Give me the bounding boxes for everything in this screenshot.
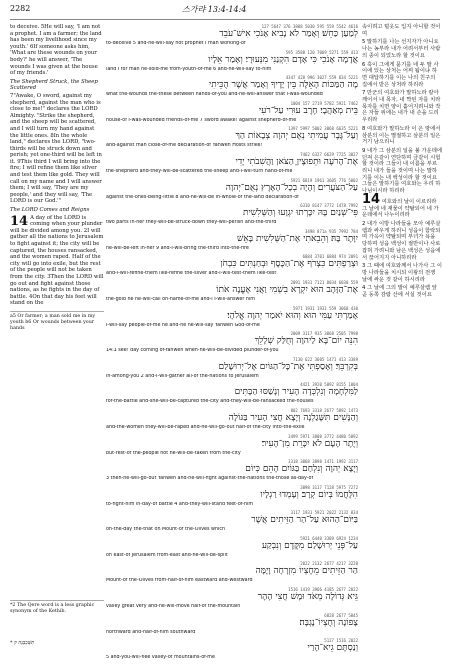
strongs-numbers: 5971 1931 1931 559 3068 430: [292, 305, 358, 311]
page-header: [0, 4, 450, 18]
strongs-numbers: 6828 2677 5045: [324, 612, 358, 618]
strongs-numbers: 595 3588 120 7069 5271 559 413: [285, 49, 358, 55]
strongs-numbers: 3117 1931 5921 2022 2132 834: [290, 510, 358, 516]
english-gloss: to-deceive 5 and-he-will-say not prophet I man working-of: [106, 41, 246, 46]
hebrew-text: אֶת־הַזָּהָב הוּא יִקְרָא בִשְׁמִי וַאֲנִי אֶעֱנֶה אֹתוֹ: [216, 284, 358, 295]
strongs-numbers: 1397 5997 5002 3068 6635 5221: [288, 126, 358, 132]
interlinear-line: [106, 229, 358, 255]
korean-paragraph: 7 만군의 여호와가 말하노라 칼아 깨어서 내 목자, 내 짝된 자를 치라 목자를 치면 양이 흩어지려니와 작은 자들 위에는 내가 내 손을 드리우리라: [362, 90, 441, 124]
korean-paragraph: 9 내가 그 삼분의 일을 불 가운데에 던져 은같이 연단하며 금같이 시험할 것이라 그들이 내 이름을 부르리니 내가 들을 것이며 나는 말하기를 이는 내 백성이라 할 것이요 그들은 말하기를 여호와는 우리 하나님이시라 하리라: [362, 147, 442, 195]
english-gloss: land I for man he-sold-me from-youth-of-me 6 and-he-will-say to-him: [106, 66, 272, 72]
strongs-numbers: 1004 157 2719 5782 5921 7462: [290, 100, 358, 106]
section-heading: The LORD Comes and Reigns: [10, 207, 90, 214]
kethib-footnote: *2 The Qere word is a less graphic synonym of the Kethib.: [10, 600, 104, 615]
korean-paragraph: 6 혹이 그에게 묻기를 네 두 팔 사이에 있는 상처는 어찌 됨이냐 하면 대답하기를 이는 나의 친구의 집에서 받은 상처라 하리라: [362, 61, 439, 88]
strongs-numbers: 127 5647 376 3808 5030 595 559 5542 4616: [261, 24, 358, 29]
english-gloss: valley great very and-he-will-move half-of the-mountain: [106, 604, 241, 610]
strongs-numbers: 802 7693 3318 2677 5892 1473: [290, 407, 358, 413]
chapter-number: 14: [10, 213, 29, 229]
korean-paragraph: [362, 191, 442, 219]
interlinear-line: [106, 306, 358, 332]
hebrew-text: בֵּית מְאַהֲבָי׃ חֶרֶב עוּרִי עַל־רֹעִי: [258, 105, 358, 116]
hebrew-text: וְהַנָּשִׁים תִּשָּׁגַלְנָה וְיָצָא חֲצִי הָעִיר בַּגּוֹלָה: [228, 412, 358, 423]
interlinear-line: [106, 357, 358, 383]
english-gloss: in-among-you 2 and-I-will-gather all-of the-nations to Jerusalem: [106, 373, 259, 379]
strongs-numbers: 5921 6440 3389 6924 1234: [300, 535, 358, 541]
strongs-numbers: 6884 3701 6884 974 2091: [302, 254, 358, 260]
hebrew-text: גֵּיא גְּדוֹלָה מְאֹד וּמָשׁ חֲצִי הָהָר: [257, 592, 358, 603]
interlinear-line: [106, 459, 358, 485]
hebrew-text: וְיָצָא יְהוָה וְנִלְחַם בַּגּוֹיִם הָהֵם כְּיוֹם: [245, 464, 358, 475]
interlinear-line: [106, 280, 358, 306]
hebrew-text: הַר הַזֵּיתִים מֵחֶצְיוֹ מִזְרָחָה וָיָמָּה: [255, 566, 358, 577]
hebrew-text: יִוָּתֶר בָּהּ׃ וְהֵבֵאתִי אֶת־הַשְּׁלִשִׁית בָּאֵשׁ: [236, 233, 358, 244]
hebrew-text: פִּי־שְׁנַיִם בָּהּ יִכָּרְתוּ יִגְוָעוּ וְהַשְּׁלִשִׁית: [242, 208, 358, 219]
english-gloss: 14:1 see! day coming of-Yahweh when-he-will-be-divided plunder-of-you: [106, 348, 279, 354]
korean-paragraph: 3 그 때에 여호와께서 나가사 그 이방 나라들을 치시되 이왕의 전쟁 날에 싸운 것 같이 하시리라: [362, 263, 442, 283]
hebrew-text: עַל־הַצֹּעֲרִים׃ וְהָיָה בְכָל־הָאָרֶץ נְאֻם־יְהוָה: [225, 182, 358, 193]
english-gloss: Mount-of the-Olives from-half-of-him eastward and-westward: [106, 578, 253, 584]
chapter-reference: 스가랴 13:4-14:4: [182, 5, 247, 14]
interlinear-column: [106, 24, 358, 664]
english-paragraph: 7"Awake, O sword, against my shepherd, against the man who is close to me!" declares the LORD Almighty. "Strike the shepherd, and the sheep will be scattered, and I will turn my hand against the little ones. 8In the whole land," declares the LORD, "two-thirds will be struck down and perish; yet one-third will be left in it. 9This third I will bring into the fire; I will refine them like silver and test them like gold. They will call on my name and I will answer them; I will say, 'They are my people,' and they will say, 'The LORD is our God.'": [10, 92, 102, 205]
english-gloss: what the-wounds the-these between hands-of-you and-he-will-answer that I-was-wounded: [106, 92, 323, 98]
hebrew-text: אֶת־הָרֹעֶה וּתְפוּצֶיןָ הַצֹּאן וַהֲשִׁבֹתִי יָדִי: [235, 156, 358, 167]
interlinear-line: [106, 203, 358, 229]
strongs-numbers: 3498 871a 935 7992 784: [305, 228, 358, 234]
english-paragraph-text: A day of the LORD is coming when your plunder will be divided among you. 2I will gather all the nations to Jerusalem to fight against it; the city will be captured, the houses ransacked, and the women raped. Half of the city will go into exile, but the rest of the people will not be taken from the city. 3Then the LORD will go out and fight against those nations, as he fights in the day of battle. 4On that day his feet will stand on the: [10, 214, 104, 307]
english-gloss: 3 then-he-will-go-out Yahweh and-he-will-fight against-the-nations the-those as-day-of: [106, 476, 314, 482]
interlinear-line: [106, 382, 358, 408]
strongs-numbers: 7462 6327 6629 7725 3027: [300, 151, 358, 157]
hebrew-text: אָמַרְתִּי עַמִּי הוּא וְהוּא יֹאמַר יְהוָה אֱלֹהָי׃: [227, 310, 358, 321]
hebrew-text: הִלָּחֲמוֹ בְּיוֹם קְרָב׃ וְעָמְדוּ רַגְלָיו: [260, 489, 358, 500]
korean-paragraph: 5 말하기를 나는 선지자가 아니요 나는 농부라 내가 어려서부터 사람의 종이 되었노라 할 것이요: [362, 39, 441, 59]
hebrew-text: וְיֶתֶר הָעָם לֹא יִכָּרֵת מִן־הָעִיר׃: [261, 438, 358, 449]
korean-paragraph-text: 여호와의 날이 이르리라 그 날에 네 재물이 약탈되어 네 가운데에서 나누이리라: [362, 198, 439, 219]
hebrew-text: עַל־פְּנֵי יְרוּשָׁלַם מִקֶּדֶם וְנִבְקַע: [261, 540, 358, 551]
interlinear-line: [106, 408, 358, 434]
korean-chapter-number: 14: [362, 191, 381, 207]
interlinear-line: [106, 254, 358, 280]
english-gloss: against the-ones-being-little 8 and-he-will-be in-whole-of the-land declaration-of: [106, 194, 299, 200]
hebrew-text: וְעַל־גֶּבֶר עֲמִיתִי נְאֻם יְהוָה צְבָאוֹת הַךְ: [235, 131, 358, 142]
interlinear-line: [106, 152, 358, 178]
english-gloss: but-rest-of the-people not he-will-be-taken from the-city: [106, 450, 241, 456]
strongs-numbers: 2009 3117 935 3068 2505 7998: [290, 331, 358, 337]
hebrew-text: מָה הַמַּכּוֹת הָאֵלֶּה בֵּין יָדֶיךָ וְאָמַר אֲשֶׁר הֻכֵּיתִי: [208, 80, 358, 91]
strongs-numbers: 4421 3920 5892 8155 1004: [300, 382, 358, 388]
hebrew-text: בַּיּוֹם־הַהוּא עַל־הַר הַזֵּיתִים אֲשֶׁר: [251, 515, 358, 526]
english-gloss: on east-of Jerusalem from-east and-he-will-be-split: [106, 552, 228, 558]
strongs-numbers: 7130 622 3605 1471 413 3389: [292, 356, 358, 362]
section-heading: The Shepherd Struck, the Sheep Scattered: [10, 78, 98, 92]
english-gloss: 5 and-you-will-flee valley-of mountains-of-me: [106, 655, 215, 661]
english-gloss: he-will-be-left in-her 9 and-I-will-bring the-third into-the-fire: [106, 245, 249, 251]
english-gloss: and-I-will-refine-them like-refine the-silver and-I-will-test-them like-test: [106, 271, 277, 277]
footer-mark: * תִּשָּׁכַבְנָה ק: [10, 640, 35, 646]
korean-column: [362, 24, 442, 301]
hebrew-text: אֲדָמָה אָנֹכִי כִּי אָדָם הִקְנַנִי מִנְּעוּרָי׃ וְאָמַר אֵלָיו: [208, 54, 358, 65]
strongs-numbers: 4347 428 996 3027 559 834 5221: [285, 75, 358, 81]
english-gloss: two parts in-her they-will-be-struck-down they-will-perish and-the-third: [106, 220, 277, 226]
korean-paragraph: 4 그 날에 그의 발이 예루살렘 앞 곧 동쪽 감람 산에 서실 것이요: [362, 285, 437, 299]
interlinear-line: [106, 178, 358, 204]
korean-paragraph: 2 내가 이방 나라들을 모아 예루살렘과 싸우게 하리니 성읍이 함락되며 가옥이 약탈되며 부녀가 욕을 당하며 성읍 백성이 절반이나 사로잡혀 가려니와 남은 백성은 성읍에서 끊어지지 아니하리라: [362, 220, 441, 261]
hebrew-text: בְּקִרְבֵּךְ׃ וְאָסַפְתִּי אֶת־כָּל־הַגּוֹיִם אֶל־יְרוּשָׁלַם: [218, 361, 358, 372]
interlinear-line: [106, 561, 358, 587]
strongs-numbers: 3318 3068 3898 1471 1992 3117: [288, 459, 358, 465]
strongs-numbers: 2022 2132 2677 4217 3220: [300, 561, 358, 567]
hebrew-text: הִנֵּה יוֹם־בָּא לַיהוָה וְחֻלַּק שְׁלָלֵךְ: [254, 336, 358, 347]
interlinear-line: [106, 613, 358, 639]
strongs-numbers: 3499 5971 3808 3772 4480 5892: [288, 433, 358, 439]
english-gloss: I-will-say people-of-me he and-he he-will-say Yahweh God-of-me: [106, 322, 260, 328]
korean-paragraph: 8 여호와가 말하노라 이 온 땅에서 삼분의 이는 멸절하고 삼분의 일은 거기 남으리니: [362, 125, 441, 146]
english-gloss: the-shepherd and-they-will-be-scattered the-sheep and-I-will-turn hand-of-me: [106, 168, 293, 174]
english-gloss: to-fight-him in-day-of battle 4 and-they-will-stand feet-of-him: [106, 501, 253, 507]
interlinear-line: [106, 75, 358, 101]
interlinear-line: [106, 126, 358, 152]
english-paragraph: to deceive. 5He will say, 'I am not a prophet. I am a farmer; the land has been my livelihood since my youth.' 6If someone asks him, 'What are these wounds on your body?' he will answer, 'The wounds I was given at the house of my friends.': [10, 24, 102, 77]
strongs-numbers: 6310 8147 3772 1478 7992: [300, 203, 358, 209]
english-gloss: northward and-half-of-him southward: [106, 629, 196, 635]
page-number: 2282: [10, 4, 31, 13]
interlinear-line: [106, 510, 358, 536]
strongs-numbers: 5127 1516 2022: [324, 638, 358, 644]
english-gloss: the-gold he he-will-call on-name-of-me and-I I-will-answer him: [106, 296, 255, 302]
hebrew-text: צָפוֹנָה וְחֶצְיוֹ־נֶגְבָּה׃: [299, 617, 358, 628]
header-divider: [10, 19, 440, 20]
interlinear-line: [106, 50, 358, 76]
english-gloss: and-against man close-of-me declaration-of Yahweh Hosts strike!: [106, 143, 263, 149]
strongs-numbers: 2091 1931 7121 8034 6030 559: [290, 279, 358, 285]
english-paragraph: [10, 215, 104, 307]
hebrew-text: לְמַעַן כַּחֵשׁ׃ וְאָמַר לֹא נָבִיא אָנֹכִי אִישׁ־עֹבֵד: [219, 29, 358, 39]
korean-paragraph: 속이려고 털옷도 입지 아니할 것이며: [362, 24, 441, 37]
hebrew-text: וְנַסְתֶּם גֵיא־הָרַי: [307, 643, 358, 654]
english-column: [10, 24, 104, 331]
interlinear-line: [106, 24, 358, 50]
interlinear-line: [106, 638, 358, 664]
english-gloss: house-of I-was-wounded friends-of-me 7 sword awake! against shepherd-of-me: [106, 117, 297, 123]
english-gloss: for-the-battle and-she-will-be-captured the-city and-they-will-be-ransacked the-houses: [106, 399, 314, 405]
english-gloss: on-the-day the-that on Mount-of the-Olives which: [106, 527, 225, 533]
translation-notes: a5 Or farmer; a man sold me in my youth b6 Or wounds between your hands: [10, 311, 104, 331]
interlinear-line: [106, 485, 358, 511]
hebrew-text: וּצְרַפְתִּים כִּצְרֹף אֶת־הַכֶּסֶף וּבְחַנְתִּים כִּבְחֹן: [220, 259, 358, 270]
strongs-numbers: 5921 6819 1961 3605 776 5002: [290, 177, 358, 183]
interlinear-line: [106, 331, 358, 357]
english-gloss: and-the-women they-will-be-raped and-he-will-go-out half-of the-city into-the-exile: [106, 424, 305, 430]
interlinear-line: [106, 434, 358, 460]
hebrew-text: לַמִּלְחָמָה וְנִלְכְּדָה הָעִיר וְנָשַׁסּוּ הַבָּתִּים: [234, 387, 358, 398]
interlinear-line: [106, 587, 358, 613]
strongs-numbers: 3898 3117 7128 5975 7272: [300, 484, 358, 490]
strongs-numbers: 1516 1419 3966 4185 2677 2022: [288, 587, 358, 593]
interlinear-line: [106, 101, 358, 127]
interlinear-line: [106, 536, 358, 562]
